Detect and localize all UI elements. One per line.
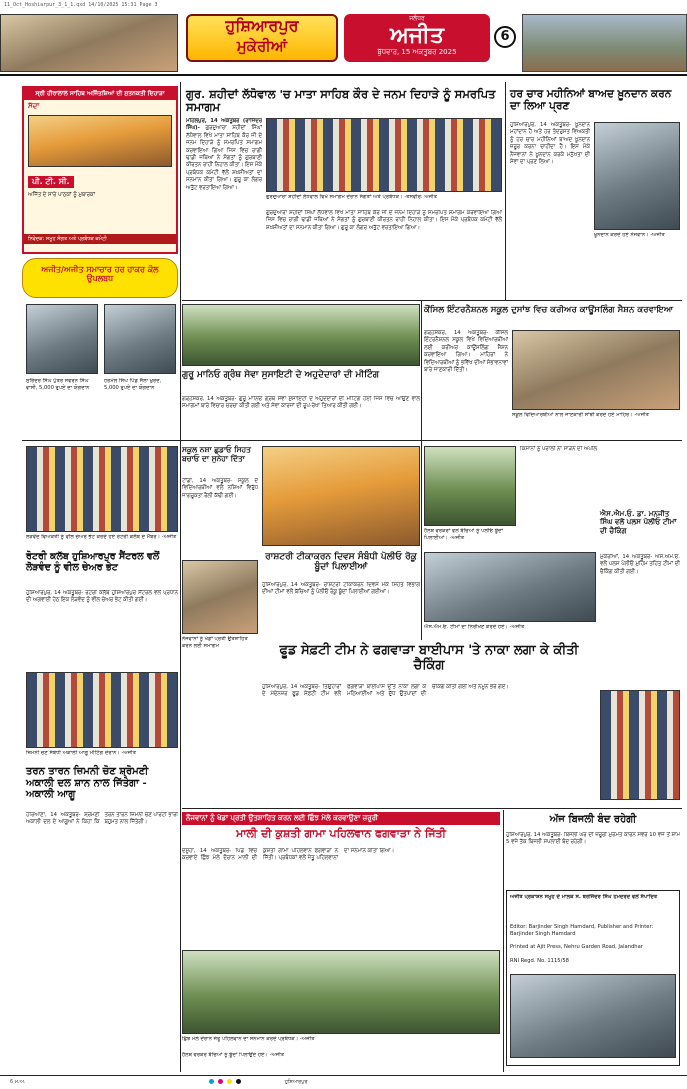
imprint-line1: Editor: Barjinder Singh Hamdard, Publisher and Printer: Barjinder Singh Hamdard — [510, 924, 654, 937]
story2-body: ਹੁਸ਼ਿਆਰਪੁਰ, 14 ਅਕਤੂਬਰ- ਖ਼ੂਨਦਾਨ ਮਹਾਂਦਾਨ ਹੈ ਅਤੇ ਹਰ ਤੰਦਰੁਸਤ ਵਿਅਕਤੀ ਨੂੰ ਹਰ ਚਾਰ ਮਹੀਨਿਆਂ ਬਾਅਦ ਖ਼ੂਨਦਾਨ ਜ਼ਰੂਰ ਕਰਨਾ ਚਾਹੀਦਾ ਹੈ। ਇਸ ਮੌਕੇ ਨੌਜਵਾਨਾਂ ਨੇ ਖ਼ੂਨਦਾਨ ਕਰਕੇ ਮਨੁੱਖਤਾ ਦੀ ਸੇਵਾ ਦਾ ਪ੍ਰਣ ਲਿਆ। — [510, 122, 590, 166]
story11-photo — [182, 950, 500, 1034]
newspaper-name: ਅਜੀਤ — [390, 22, 444, 48]
imprint-notice: ਅਜੀਤ ਪ੍ਰਕਾਸ਼ਨ ਸਮੂਹ ਦੇ ਮਾਲਕ ਸ. ਬਰਜਿੰਦਰ ਸਿੰਘ ਹਮਦਰਦ ਵਲੋਂ ਸੰਪਾਦਿਤ — [510, 894, 658, 900]
imprint-line2: Printed at Ajit Press, Nehru Garden Road, Jalandhar — [510, 944, 643, 950]
story3-headline: ਗੁਰੂ ਮਾਨਿਓ ਗ੍ਰੰਥ ਸੇਵਾ ਸੁਸਾਇਟੀ ਦੇ ਅਹੁਦੇਦਾਰਾਂ ਦੀ ਮੀਟਿੰਗ — [182, 370, 380, 380]
story2-caption: ਖ਼ੂਨਦਾਨ ਕਰਦੇ ਹੋਏ ਨੌਜਵਾਨ। -ਅਜੀਤ — [594, 232, 665, 238]
ad-photo — [28, 115, 172, 167]
hawker-banner — [22, 258, 178, 298]
story2-photo — [594, 122, 680, 230]
ad-tag: ਸੱਦਾ — [28, 102, 40, 110]
portrait-small — [182, 560, 258, 634]
story4-body: ਗੜ੍ਹਸ਼ੰਕਰ, 14 ਅਕਤੂਬਰ- ਕੌਂਸਿਲ ਇੰਟਰਨੈਸ਼ਨਲ ਸਕੂਲ ਵਿਖੇ ਵਿਦਿਆਰਥੀਆਂ ਲਈ ਕਰੀਅਰ ਕਾਊਂਸਲਿੰਗ ਸੈਸ਼ਨ ਕਰਵਾਇਆ ਗਿਆ। ਮਾਹਿਰਾਂ ਨੇ ਵਿਦਿਆਰਥੀਆਂ ਨੂੰ ਭਵਿੱਖ ਦੀਆਂ ਸੰਭਾਵਨਾਵਾਂ ਬਾਰੇ ਜਾਣਕਾਰੀ ਦਿੱਤੀ। — [424, 330, 508, 374]
story7-body: ਹੁਸ਼ਿਆਰਪੁਰ, 14 ਅਕਤੂਬਰ- ਰਾਸ਼ਟਰੀ ਟੀਕਾਕਰਨ ਦਿਵਸ ਮੌਕੇ ਸਿਹਤ ਵਿਭਾਗ ਦੀਆਂ ਟੀਮਾਂ ਵਲੋਂ ਬੱਚਿਆਂ ਨੂੰ ਪੋਲੀਓ ਰੋਕੂ ਬੂੰਦਾਂ ਪਿਲਾਈਆਂ ਗਈਆਂ। — [262, 582, 420, 596]
file-slug: 11_Oct_Hoshiarpur_3_1_1.qxd 14/10/2025 15:31 Page 3 — [4, 2, 158, 8]
story12-body: ਹੁਸ਼ਿਆਰਪੁਰ, 14 ਅਕਤੂਬਰ- ਬਿਜਲੀ ਘਰ ਦੀ ਜ਼ਰੂਰੀ ਮੁਰੰਮਤ ਕਾਰਨ ਸਵੇਰੇ 10 ਵਜੇ ਤੋਂ ਸ਼ਾਮ 5 ਵਜੇ ਤੱਕ ਬਿਜਲੀ ਸਪਲਾਈ ਬੰਦ ਰਹੇਗੀ। — [506, 832, 680, 846]
story10-body: ਹਰਿਆਣਾ, 14 ਅਕਤੂਬਰ- ਸ਼੍ਰੋਮਣੀ ਅਕਾਲੀ ਦਲ ਦੇ ਆਗੂਆਂ ਨੇ ਕਿਹਾ ਕਿ ਤਰਨ ਤਾਰਨ ਜ਼ਿਮਨੀ ਚੋਣ ਪਾਰਟੀ ਭਾਰੀ ਬਹੁਮਤ ਨਾਲ ਜਿੱਤੇਗੀ। — [26, 812, 178, 826]
masthead-photo-left — [0, 14, 178, 72]
story1-body: ਗੁਰਦੁਆਰਾ ਸ਼ਹੀਦਾਂ ਸਿੰਘਾਂ ਲੱਧੋਵਾਲ ਵਿਖੇ ਮਾਤਾ ਸਾਹਿਬ ਕੌਰ ਜੀ ਦੇ ਜਨਮ ਦਿਹਾੜੇ ਨੂੰ ਸਮਰਪਿਤ ਸਮਾਗਮ ਕਰਵਾਇਆ ਗਿਆ ਜਿਸ ਵਿਚ ਰਾਗੀ ਢਾਡੀ ਜਥਿਆਂ ਨੇ ਸੰਗਤਾਂ ਨੂੰ ਗੁਰਬਾਣੀ ਕੀਰਤਨ ਰਾਹੀਂ ਨਿਹਾਲ ਕੀਤਾ। ਇਸ ਮੌਕੇ ਪ੍ਰਬੰਧਕ ਕਮੇਟੀ ਵੱਲੋਂ ਸ਼ਖ਼ਸੀਅਤਾਂ ਦਾ ਸਨਮਾਨ ਕੀਤਾ ਗਿਆ। ਗੁਰੂ ਕਾ ਲੰਗਰ ਅਤੁੱਟ ਵਰਤਾਇਆ ਗਿਆ। — [186, 125, 262, 191]
divider-top — [182, 300, 682, 301]
story1-photo — [266, 118, 502, 192]
story12-headline: ਅੱਜ ਬਿਜਲੀ ਬੰਦ ਰਹੇਗੀ — [549, 814, 637, 825]
col-rule-3 — [421, 300, 422, 640]
edition-title-line1: ਹੁਸ਼ਿਆਰਪੁਰ — [225, 16, 299, 35]
polio-photo-caption: ਹੈਲਥ ਵਰਕਰਾਂ ਵਲੋਂ ਬੱਚਿਆਂ ਨੂੰ ਪੋਲੀਓ ਬੂੰਦਾਂ ਪਿਲਾਈਆਂ। -ਅਜੀਤ — [424, 528, 504, 541]
story8-caption: ਐਸ.ਐਮ.ਓ. ਟੀਮਾਂ ਦਾ ਨਿਰੀਖਣ ਕਰਦੇ ਹੋਏ। -ਅਜੀਤ — [424, 624, 525, 630]
bottom-right-photo — [600, 690, 680, 800]
story8-body: ਮੁਕੇਰੀਆਂ, 14 ਅਕਤੂਬਰ- ਐਸ.ਐਮ.ਓ. ਵਲੋਂ ਪਲਸ ਪੋਲੀਓ ਮੁਹਿੰਮ ਤਹਿਤ ਟੀਮਾਂ ਦੀ ਚੈਕਿੰਗ ਕੀਤੀ ਗਈ। — [600, 554, 680, 575]
portrait-1 — [26, 304, 98, 374]
footer-center: ਹੁਸ਼ਿਆਰਪੁਰ — [284, 1079, 308, 1085]
divider-mid1 — [22, 440, 682, 441]
footer-left: 6 ਮ.ਅ. — [10, 1079, 26, 1085]
story11-caption: ਛਿੰਝ ਮੇਲੇ ਦੌਰਾਨ ਜੇਤੂ ਪਹਿਲਵਾਨ ਦਾ ਸਨਮਾਨ ਕਰਦੇ ਪ੍ਰਬੰਧਕ। -ਅਜੀਤ — [182, 1036, 315, 1042]
story10-caption: ਜ਼ਿਮਨੀ ਚੋਣ ਸੰਬੰਧੀ ਅਕਾਲੀ ਆਗੂ ਮੀਟਿੰਗ ਦੌਰਾਨ। -ਅਜੀਤ — [26, 750, 137, 756]
story6-headline: ਸਕੂਲ ਨਸ਼ਾ ਛੁਡਾਓ ਸਿਹਤ ਬਚਾਓ ਦਾ ਸੁਨੇਹਾ ਦਿੱਤਾ — [182, 445, 251, 463]
newspaper-logo — [344, 14, 490, 62]
mid-right-note: ਕਿਸਾਨਾਂ ਨੂੰ ਪਰਾਲੀ ਨਾ ਸਾੜਨ ਦੀ ਅਪੀਲ — [520, 446, 597, 452]
story1-text-a — [186, 118, 262, 296]
story5-caption: ਲੋੜਵੰਦ ਵਿਅਕਤੀ ਨੂੰ ਵੀਲ ਚੇਅਰ ਭੇਟ ਕਰਦੇ ਹੋਏ ਰੋਟਰੀ ਕਲੱਬ ਦੇ ਮੈਂਬਰ। -ਅਜੀਤ — [26, 534, 177, 540]
story11-kicker: ਨੌਜਵਾਨਾਂ ਨੂੰ ਖੇਡਾਂ ਪ੍ਰਤੀ ਉਤਸ਼ਾਹਿਤ ਕਰਨ ਲਈ ਛਿੰਝ ਮੇਲੇ ਕਰਵਾਉਣਾ ਜ਼ਰੂਰੀ — [182, 812, 500, 825]
story4-headline: ਕੌਂਸਿਲ ਇੰਟਰਨੈਸ਼ਨਲ ਸਕੂਲ ਦੁਸਾਂਝ ਵਿਚ ਕਰੀਅਰ ਕਾਊਂਸਲਿੰਗ ਸੈਸ਼ਨ ਕਰਵਾਇਆ — [424, 305, 674, 315]
col-rule-4 — [503, 810, 504, 1072]
story5-headline: ਰੋਟਰੀ ਕਲੱਬ ਹੁਸ਼ਿਆਰਪੁਰ ਸੈਂਟਰਲ ਵਲੋਂ ਲੋੜਵੰਦ ਨੂੰ ਵੀਲ ਚੇਅਰ ਭੇਟ — [26, 551, 160, 573]
polio-photo — [424, 446, 516, 526]
issue-date: ਬੁੱਧਵਾਰ, 15 ਅਕਤੂਬਰ 2025 — [377, 48, 457, 56]
story2-headline: ਹਰ ਚਾਰ ਮਹੀਨਿਆਂ ਬਾਅਦ ਖ਼ੂਨਦਾਨ ਕਰਨ ਦਾ ਲਿਆ ਪ੍ਰਣ — [510, 88, 672, 113]
story5-photo — [26, 446, 178, 532]
story9-body: ਹੁਸ਼ਿਆਰਪੁਰ, 14 ਅਕਤੂਬਰ- ਤਿਉਹਾਰਾਂ ਦੇ ਮੱਦੇਨਜ਼ਰ ਫੂਡ ਸੇਫ਼ਟੀ ਟੀਮ ਵਲੋਂ ਫਗਵਾੜਾ ਬਾਈਪਾਸ ਉੱਤੇ ਨਾਕਾ ਲਗਾ ਕੇ ਮਠਿਆਈਆਂ ਅਤੇ ਦੁੱਧ ਉਤਪਾਦਾਂ ਦੀ ਚੈਕਿੰਗ ਕੀਤੀ ਗਈ ਅਤੇ ਨਮੂਨੇ ਭਰੇ ਗਏ। — [262, 684, 509, 698]
story7-headline: ਰਾਸ਼ਟਰੀ ਟੀਕਾਕਰਨ ਦਿਵਸ ਸੰਬੰਧੀ ਪੋਲੀਓ ਰੋਕੂ ਬੂੰਦਾਂ ਪਿਲਾਈਆਂ — [265, 552, 417, 573]
story6-body: ਟਾਂਡਾ, 14 ਅਕਤੂਬਰ- ਸਕੂਲ ਦੇ ਵਿਦਿਆਰਥੀਆਂ ਵਲੋਂ ਨਸ਼ਿਆਂ ਵਿਰੁੱਧ ਜਾਗਰੂਕਤਾ ਰੈਲੀ ਕੱਢੀ ਗਈ। — [182, 478, 258, 499]
ad-heading: ਸ੍ਰੀ ਹੀਰਾਲਾਲ ਸਾਹਿਬ ਅਜਿੱਤਸ਼ਿਆਂ ਦੀ ਸੁਤਨਕਤੀ ਦਿਹਾੜਾ — [24, 88, 176, 100]
edition-logo — [186, 14, 338, 62]
portrait-small-caption: ਨੌਜਵਾਨਾਂ ਨੂੰ ਖੇਡਾਂ ਪ੍ਰਤੀ ਉਤਸ਼ਾਹਿਤ ਕਰਨ ਲਈ ਸਮਾਗਮ — [182, 636, 248, 649]
col-rule-2 — [505, 82, 506, 300]
story1-headline: ਗੁਰ. ਸ਼ਹੀਦਾਂ ਲੱਧੋਵਾਲ 'ਚ ਮਾਤਾ ਸਾਹਿਬ ਕੌਰ ਦੇ ਜਨਮ ਦਿਹਾੜੇ ਨੂੰ ਸਮਰਪਿਤ ਸਮਾਗਮ — [186, 87, 496, 115]
story11-caption-2: ਹੈਲਥ ਵਰਕਰ ਬੱਚਿਆਂ ਨੂੰ ਬੂੰਦਾਂ ਪਿਲਾਉਂਦੇ ਹੋਏ। -ਅਜੀਤ — [182, 1052, 285, 1058]
story8-photo — [424, 552, 596, 622]
portrait-1-caption: ਸੁਰਿੰਦਰ ਸਿੰਘ ਪੁੱਤਰ ਸਵਰਨ ਸਿੰਘ ਵਾਸੀ, 5,000 ਰੁਪਏ ਦਾ ਯੋਗਦਾਨ — [26, 378, 90, 391]
greeting-ad — [22, 86, 178, 254]
story9-headline: ਫੂਡ ਸੇਫ਼ਟੀ ਟੀਮ ਨੇ ਫਗਵਾੜਾ ਬਾਈਪਾਸ 'ਤੇ ਨਾਕਾ ਲਗਾ ਕੇ ਕੀਤੀ ਚੈਕਿੰਗ — [279, 643, 579, 673]
story1-dateline: ਮਹਿਲਪੁਰ, 14 ਅਕਤੂਬਰ (ਰਾਜਿੰਦਰ ਸਿੰਘ)- — [186, 118, 262, 132]
story1-text-b: ਗੁਰਦੁਆਰਾ ਸ਼ਹੀਦਾਂ ਸਿੰਘਾਂ ਲੱਧੋਵਾਲ ਵਿਖੇ ਮਾਤਾ ਸਾਹਿਬ ਕੌਰ ਜੀ ਦੇ ਜਨਮ ਦਿਹਾੜੇ ਨੂੰ ਸਮਰਪਿਤ ਸਮਾਗਮ ਕਰਵਾਇਆ ਗਿਆ ਜਿਸ ਵਿਚ ਰਾਗੀ ਢਾਡੀ ਜਥਿਆਂ ਨੇ ਸੰਗਤਾਂ ਨੂੰ ਗੁਰਬਾਣੀ ਕੀਰਤਨ ਰਾਹੀਂ ਨਿਹਾਲ ਕੀਤਾ। ਇਸ ਮੌਕੇ ਪ੍ਰਬੰਧਕ ਕਮੇਟੀ ਵੱਲੋਂ ਸ਼ਖ਼ਸੀਅਤਾਂ ਦਾ ਸਨਮਾਨ ਕੀਤਾ ਗਿਆ। ਗੁਰੂ ਕਾ ਲੰਗਰ ਅਤੁੱਟ ਵਰਤਾਇਆ ਗਿਆ। — [266, 210, 502, 231]
hawker-banner-text: ਅਜੀਤ/ਅਜੀਤ ਸਮਾਚਾਰ ਹਰ ਹਾਕਰ ਕੋਲ ਉਪਲਬਧ — [41, 264, 159, 284]
portrait-2-caption: ਹਰਮੇਲ ਸਿੰਘ ਪਿੰਡ ਸੈਲਾ ਖ਼ੁਰਦ, 5,000 ਰੁਪਏ ਦਾ ਯੋਗਦਾਨ — [104, 378, 162, 391]
story8-headline: ਐਸ.ਐਮ.ਓ. ਡਾ. ਮਨਜੀਤ ਸਿੰਘ ਵਲੋਂ ਪਲਸ ਪੋਲੀਓ ਟੀਮਾਂ ਦੀ ਚੈਕਿੰਗ — [600, 509, 677, 535]
portrait-2 — [104, 304, 176, 374]
registration-marks — [207, 1079, 245, 1085]
story11-body: ਦਸੂਹਾ, 14 ਅਕਤੂਬਰ- ਪਿੰਡ ਵਿਚ ਕਰਵਾਏ ਛਿੰਝ ਮੇਲੇ ਦੌਰਾਨ ਮਾਲੀ ਦੀ ਕੁਸ਼ਤੀ ਗਾਮਾ ਪਹਿਲਵਾਨ ਫਗਵਾੜਾ ਨੇ ਜਿੱਤੀ। ਪ੍ਰਬੰਧਕਾਂ ਵਲੋਂ ਜੇਤੂ ਪਹਿਲਵਾਨਾਂ ਦਾ ਸਨਮਾਨ ਕੀਤਾ ਗਿਆ। — [182, 848, 395, 862]
masthead-photo-right — [522, 14, 687, 72]
story10-headline: ਤਰਨ ਤਾਰਨ ਜ਼ਿਮਨੀ ਚੋਣ ਸ਼੍ਰੋਮਣੀ ਅਕਾਲੀ ਦਲ ਸ਼ਾਨ ਨਾਲ ਜਿੱਤੇਗਾ - ਅਕਾਲੀ ਆਗੂ — [26, 766, 149, 800]
story4-caption: ਸਕੂਲ ਵਿਦਿਆਰਥੀਆਂ ਨਾਲ ਜਾਣਕਾਰੀ ਸਾਂਝੀ ਕਰਦੇ ਹੋਏ ਮਾਹਿਰ। -ਅਜੀਤ — [512, 412, 650, 418]
ad-code: ਪੀ. ਟੀ. ਸੀ. — [28, 176, 74, 188]
imprint-box — [506, 890, 680, 1066]
edition-title-line2: ਮੁਕੇਰੀਆਂ — [236, 37, 288, 55]
story1-caption: ਗੁਰਦੁਆਰਾ ਸ਼ਹੀਦਾਂ ਲੱਧੋਵਾਲ ਵਿਖੇ ਸਮਾਗਮ ਦੌਰਾਨ ਸੰਗਤਾਂ ਅਤੇ ਪ੍ਰਬੰਧਕ। -ਤਸਵੀਰ: ਅਜੀਤ — [266, 194, 438, 200]
imprint-ad-image — [510, 974, 676, 1058]
story6-photo — [262, 446, 420, 546]
col-rule-1 — [180, 82, 181, 1072]
story5-body: ਹੁਸ਼ਿਆਰਪੁਰ, 14 ਅਕਤੂਬਰ- ਰੋਟਰੀ ਕਲੱਬ ਹੁਸ਼ਿਆਰਪੁਰ ਸੈਂਟਰਲ ਵਲੋਂ ਪ੍ਰਧਾਨ ਦੀ ਅਗਵਾਈ ਹੇਠ ਇਕ ਲੋੜਵੰਦ ਨੂੰ ਵੀਲ ਚੇਅਰ ਭੇਟ ਕੀਤੀ ਗਈ। — [26, 590, 178, 604]
story3-body: ਗੜ੍ਹਸ਼ੰਕਰ, 14 ਅਕਤੂਬਰ- ਗੁਰੂ ਮਾਨਿਓ ਗ੍ਰੰਥ ਸੇਵਾ ਸੁਸਾਇਟੀ ਦੇ ਅਹੁਦੇਦਾਰਾਂ ਦੀ ਮੀਟਿੰਗ ਹੋਈ ਜਿਸ ਵਿਚ ਆਉਣ ਵਾਲੇ ਸਮਾਗਮਾਂ ਬਾਰੇ ਵਿਚਾਰ ਚਰਚਾ ਕੀਤੀ ਗਈ ਅਤੇ ਸੇਵਾ ਕਾਰਜਾਂ ਦੀ ਰੂਪ-ਰੇਖਾ ਤਿਆਰ ਕੀਤੀ ਗਈ। — [182, 396, 420, 410]
ad-line: ਅਜਿੱਤ ਦੇ ਸਾਰੇ ਪਾਠਕਾਂ ਨੂੰ ਮੁਬਾਰਕਾਂ — [28, 192, 96, 198]
story11-headline: ਮਾਲੀ ਦੀ ਕੁਸ਼ਤੀ ਗਾਮਾ ਪਹਿਲਵਾਨ ਫਗਵਾੜਾ ਨੇ ਜਿੱਤੀ — [236, 827, 446, 840]
imprint-line3: RNI Regd. No. 1115/58 — [510, 958, 569, 964]
story4-photo — [512, 330, 680, 410]
story10-photo — [26, 672, 178, 748]
divider-low — [182, 808, 682, 809]
logo-city: ਜਲੰਧਰ — [409, 15, 425, 22]
ad-footer: ਨਿਵੇਦਕ: ਸਮੂਹ ਸੰਗਤ ਅਤੇ ਪ੍ਰਬੰਧਕ ਕਮੇਟੀ — [24, 234, 176, 244]
page-footer — [0, 1075, 687, 1089]
page-number: 6 — [494, 26, 516, 48]
story3-photo — [182, 304, 420, 366]
